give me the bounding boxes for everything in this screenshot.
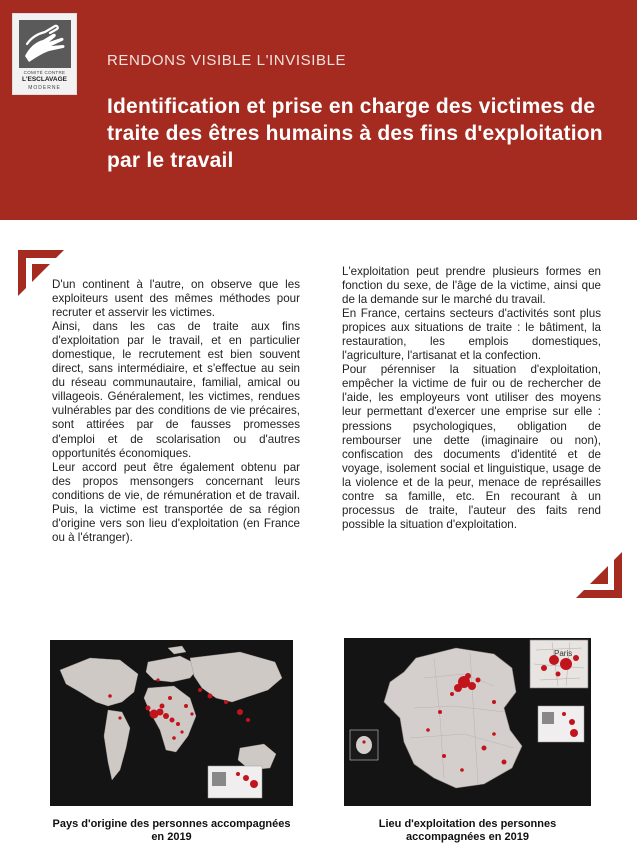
logo-line-2: L'ESCLAVAGE <box>21 76 67 83</box>
reunion-inset-icon <box>350 730 378 760</box>
page-title: Identification et prise en charge des victimes de traite des êtres humains à des fins d'exploitation par le travail <box>107 95 603 172</box>
france-map-figure <box>344 638 591 806</box>
paris-inset <box>530 640 588 688</box>
figure-caption-exploitation: Lieu d'exploitation des personnes accompagnées en 2019 <box>378 818 557 843</box>
logo[interactable] <box>12 13 77 95</box>
paragraph: Pour pérenniser la situation d'exploitation, empêcher la victime de fuir ou de rechercher de l'aide, les employeurs vont utiliser des moyens leur permettant d'exercer une emprise sur elle : pressions psychologiques, obligation de rembourser une dette (imaginaire ou non), confiscation des documents d'identité et de voyage, isolement social et linguistique, usage de la violence et de la peur, menace de représailles contre sa famille, etc. En recourant à un processus de traite, l'auteur des faits rend possible la situation d'exploitation. <box>342 363 601 531</box>
france-map-image <box>344 638 591 806</box>
paris-label: Paris <box>554 649 573 658</box>
world-map-image <box>50 640 293 806</box>
logo-line-3: MODERNE <box>28 85 61 91</box>
paragraph: Leur accord peut être également obtenu par des propos mensongers concernant leurs conditions de vie, de rémunération et de travail. Puis, la victime est transportée de sa région d'origine vers son lieu d'exploitation (en France ou à l'étranger). <box>52 460 300 544</box>
corner-decoration-bottom-right <box>576 552 622 598</box>
world-map-figure <box>50 640 293 806</box>
text-column-right <box>342 265 601 532</box>
legend-box-icon <box>208 766 262 798</box>
paragraph: En France, certains secteurs d'activités sont plus propices aux situations de traite : le bâtiment, la restauration, les emplois domestiques, l'agriculture, l'artisanat et la confection. <box>342 307 601 363</box>
legend-box-icon <box>538 706 584 742</box>
paragraph: D'un continent à l'autre, on observe que les exploiteurs usent des mêmes méthodes pour recruter et asservir les victimes. <box>52 278 300 320</box>
header-kicker: RENDONS VISIBLE L'INVISIBLE <box>107 52 347 69</box>
paragraph: L'exploitation peut prendre plusieurs formes en fonction du sexe, de l'âge de la victime, ainsi que de la demande sur le marché du travail. <box>342 265 601 307</box>
figure-caption-origin: Pays d'origine des personnes accompagnées en 2019 <box>52 818 291 843</box>
paragraph: Ainsi, dans les cas de traite aux fins d'exploitation par le travail, et en particulier domestique, le recrutement est bien souvent direct, sans intermédiaire, et s'effectue au sein du réseau communautaire, familial, amical ou villageois. Généralement, les victimes, rendues vulnérables par des conditions de vie précaires, sont attirées par de fausses promesses d'emploi et de scolarisation ou d'autres opportunités économiques. <box>52 320 300 460</box>
logo-line-1: COMITÉ CONTRE <box>23 70 66 75</box>
hands-logo-icon <box>19 20 71 68</box>
text-column-left <box>52 278 300 545</box>
